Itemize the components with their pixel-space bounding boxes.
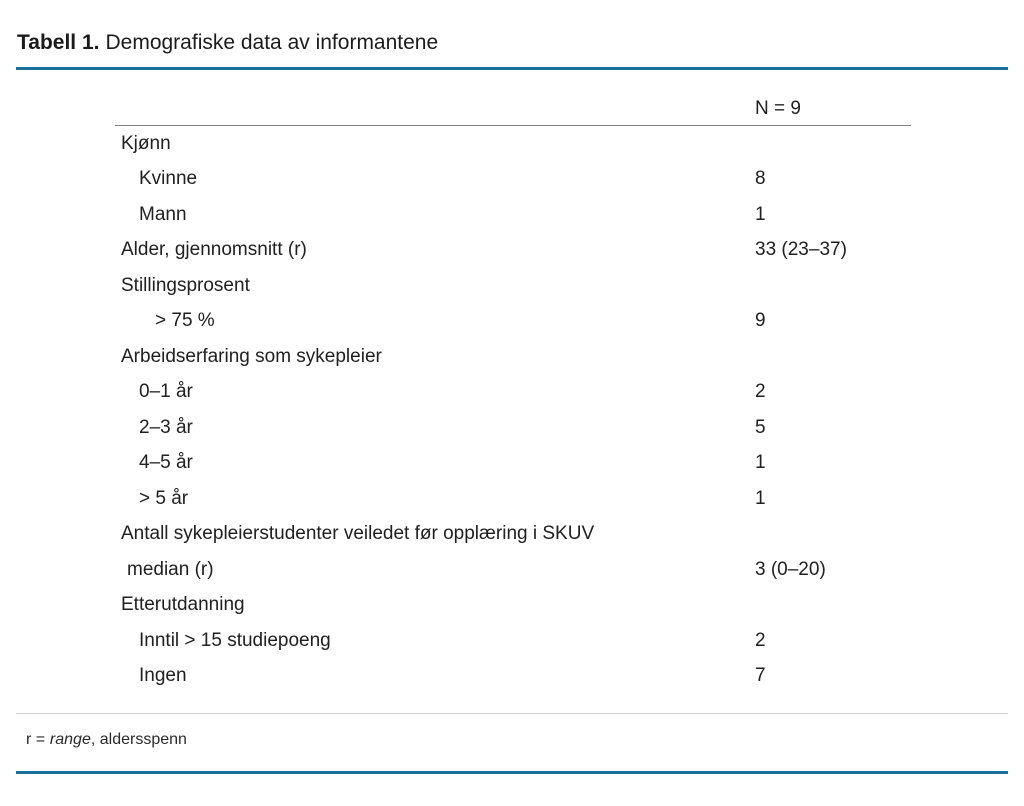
row-value: 7 <box>755 665 766 687</box>
table-title-number: Tabell 1. <box>17 31 100 54</box>
footnote <box>26 729 1008 751</box>
row-label: > 75 % <box>155 310 215 332</box>
demographics-table <box>115 70 911 694</box>
row-value: 1 <box>755 452 766 474</box>
table-row <box>115 197 911 233</box>
row-label: Stillingsprosent <box>121 274 250 296</box>
table-row <box>115 268 911 304</box>
table-row <box>115 588 911 624</box>
row-value: 2 <box>755 629 766 651</box>
table-row <box>115 446 911 482</box>
row-label: Alder, gjennomsnitt (r) <box>121 239 307 261</box>
table-row <box>115 233 911 269</box>
footnote-prefix: r = <box>26 731 46 748</box>
row-label: Arbeidserfaring som sykepleier <box>121 345 382 367</box>
row-label: Kjønn <box>121 132 171 154</box>
table-title <box>16 28 1008 58</box>
row-label: Inntil > 15 studiepoeng <box>139 629 331 651</box>
row-label: 4–5 år <box>139 452 193 474</box>
row-value: 1 <box>755 487 766 509</box>
row-value: 5 <box>755 416 766 438</box>
row-label: Antall sykepleierstudenter veiledet før opplæring i SKUV <box>121 523 595 545</box>
row-value: 8 <box>755 168 766 190</box>
row-value: 2 <box>755 381 766 403</box>
column-header-n: N = 9 <box>755 98 801 119</box>
row-label: Etterutdanning <box>121 594 245 616</box>
row-value: 1 <box>755 203 766 225</box>
table-row <box>115 126 911 162</box>
row-value: 33 (23–37) <box>755 239 847 261</box>
table-title-text: Demografiske data av informantene <box>105 31 439 54</box>
row-label: > 5 år <box>139 487 189 509</box>
table-row <box>115 410 911 446</box>
row-label: Ingen <box>139 665 187 687</box>
table-row <box>115 162 911 198</box>
table-row <box>115 304 911 340</box>
table-row <box>115 517 911 553</box>
table-header-row <box>115 70 911 126</box>
table-row <box>115 481 911 517</box>
table-row <box>115 552 911 588</box>
table-row <box>115 339 911 375</box>
row-value: 3 (0–20) <box>755 558 826 580</box>
footnote-suffix: , aldersspenn <box>90 731 187 748</box>
bottom-accent-rule <box>16 771 1008 774</box>
row-label: Kvinne <box>139 168 198 190</box>
row-label: Mann <box>139 203 187 225</box>
footnote-divider <box>16 713 1008 714</box>
footnote-italic-term: range <box>49 731 91 748</box>
row-label: 2–3 år <box>139 416 193 438</box>
row-label: median (r) <box>127 558 214 580</box>
table-row <box>115 659 911 695</box>
row-label: 0–1 år <box>139 381 193 403</box>
table-row <box>115 623 911 659</box>
table-row <box>115 375 911 411</box>
table-body <box>115 126 911 694</box>
row-value: 9 <box>755 310 766 332</box>
